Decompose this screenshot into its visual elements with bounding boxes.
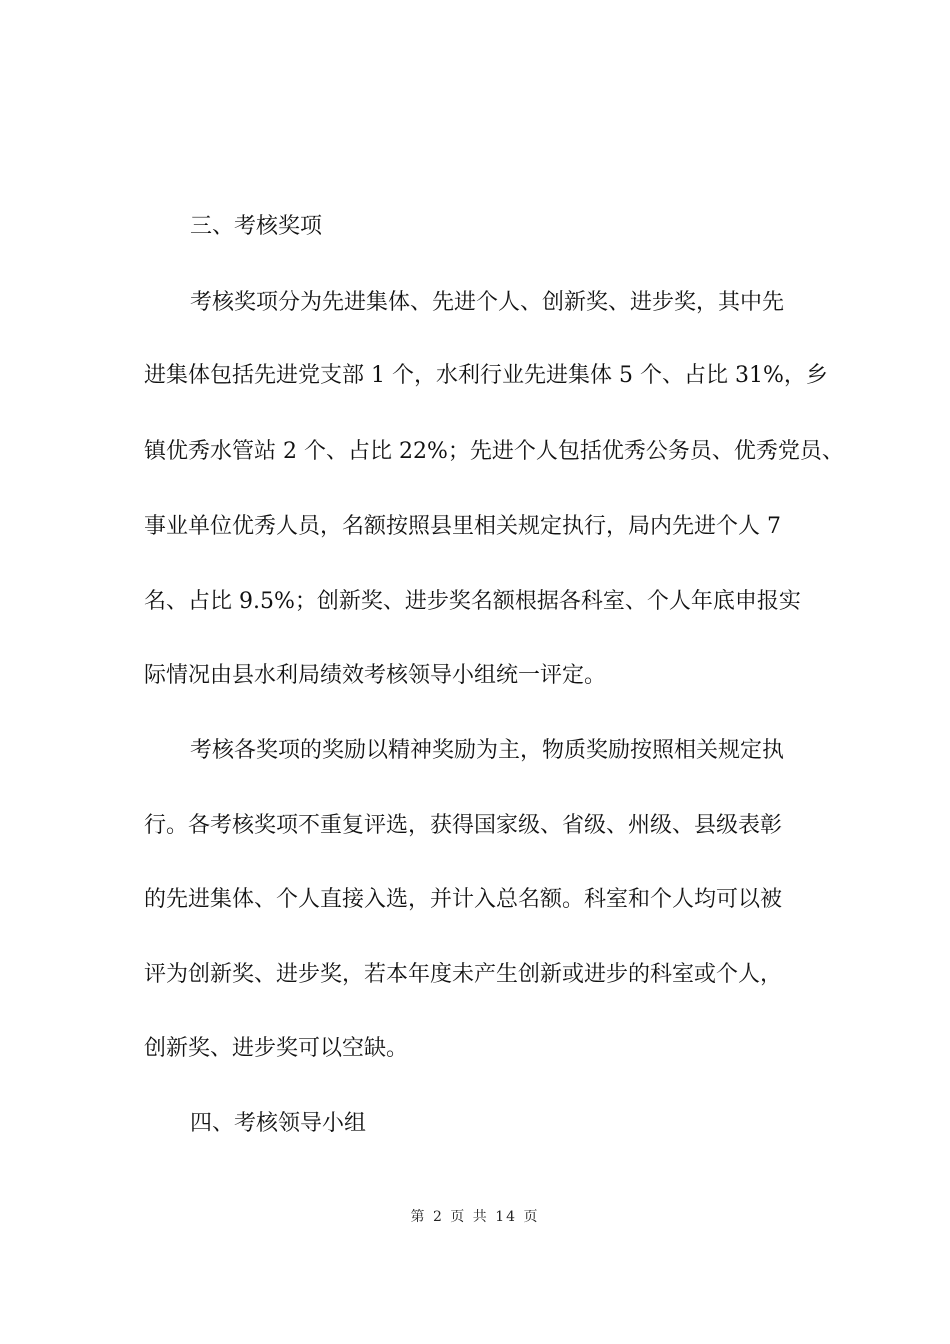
paragraph-line: 考核奖项分为先进集体、先进个人、创新奖、进步奖，其中先 — [190, 290, 785, 315]
paragraph-line: 镇优秀水管站 2 个、占比 22%；先进个人包括优秀公务员、优秀党员、 — [144, 439, 844, 464]
section-heading-awards: 三、考核奖项 — [190, 214, 323, 239]
paragraph-line: 评为创新奖、进步奖，若本年度未产生创新或进步的科室或个人， — [144, 962, 783, 987]
paragraph-line: 际情况由县水利局绩效考核领导小组统一评定。 — [144, 663, 607, 688]
paragraph-line: 的先进集体、个人直接入选，并计入总名额。科室和个人均可以被 — [144, 887, 783, 912]
paragraph-line: 名、占比 9.5%；创新奖、进步奖名额根据各科室、个人年底申报实 — [144, 589, 801, 614]
section-heading-leadership-group: 四、考核领导小组 — [190, 1111, 367, 1136]
paragraph-line: 考核各奖项的奖励以精神奖励为主，物质奖励按照相关规定执 — [190, 738, 785, 763]
paragraph-line: 事业单位优秀人员，名额按照县里相关规定执行，局内先进个人 7 — [144, 514, 781, 539]
paragraph-line: 创新奖、进步奖可以空缺。 — [144, 1036, 409, 1061]
paragraph-line: 进集体包括先进党支部 1 个，水利行业先进集体 5 个、占比 31%，乡 — [144, 363, 828, 388]
paragraph-line: 行。各考核奖项不重复评选，获得国家级、省级、州级、县级表彰 — [144, 813, 783, 838]
page-number-footer: 第 2 页 共 14 页 — [410, 1209, 540, 1225]
